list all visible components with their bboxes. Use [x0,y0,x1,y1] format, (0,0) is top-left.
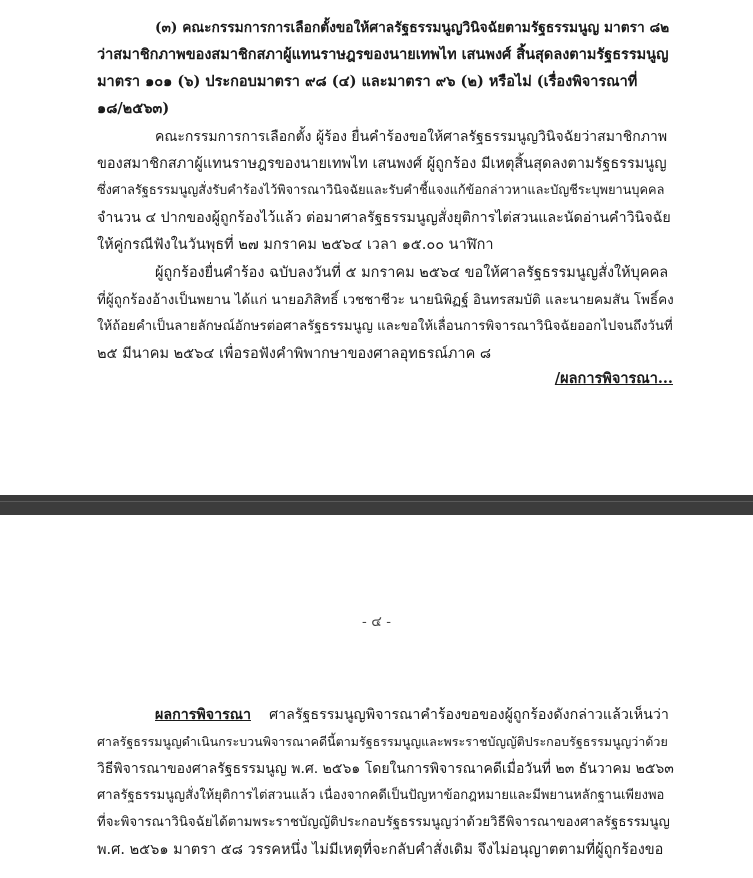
result-line: พ.ศ. ๒๕๖๑ มาตรา ๕๘ วรรคหนึ่ง ไม่มีเหตุที่จะกลับคำสั่งเดิม จึงไม่อนุญาตตามที่ผู้ถูกร้องขอ [97,842,664,858]
result-first-line [155,705,669,725]
heading-line: มาตรา ๑๐๑ (๖) ประกอบมาตรา ๙๘ (๔) และมาตรา ๙๖ (๒) หรือไม่ (เรื่องพิจารณาที่ [97,73,638,90]
paragraph-line: ซึ่งศาลรัฐธรรมนูญสั่งรับคำร้องไว้พิจารณาวินิจฉัยและรับคำชี้แจงแก้ข้อกล่าวหาและบัญชีระบุพยานบุคคล [97,183,665,198]
result-line: ศาลรัฐธรรมนูญสั่งให้ยุติการไต่สวนแล้ว เนื่องจากคดีเป็นปัญหาข้อกฎหมายและมีพยานหลักฐานเพียงพอ [97,788,665,803]
paragraph-line: ที่ผู้ถูกร้องอ้างเป็นพยาน ได้แก่ นายอภิสิทธิ์ เวชชาชีวะ นายนิพิฏฐ์ อินทรสมบัติ และนายคมสัน โพธิ์คง [97,292,674,308]
paragraph-line: ของสมาชิกสภาผู้แทนราษฎรของนายเทพไท เสนพงศ์ ผู้ถูกร้อง มีเหตุสิ้นสุดลงตามรัฐธรรมนูญ [97,156,667,172]
paragraph-line: ให้ถ้อยคำเป็นลายลักษณ์อักษรต่อศาลรัฐธรรมนูญ และขอให้เลื่อนการพิจารณาวินิจฉัยออกไปจนถึงวันที่ [97,319,673,334]
result-line: วิธีพิจารณาของศาลรัฐธรรมนูญ พ.ศ. ๒๕๖๑ โดยในการพิจารณาคดีเมื่อวันที่ ๒๓ ธันวาคม ๒๕๖๓ [97,761,674,777]
paragraph-line: ให้คู่กรณีฟังในวันพุธที่ ๒๗ มกราคม ๒๕๖๔ เวลา ๑๕.๐๐ นาฬิกา [97,237,494,253]
result-heading: ผลการพิจารณา [155,707,251,723]
page-number: - ๔ - [362,614,391,630]
result-line: ศาลรัฐธรรมนูญพิจารณาคำร้องขอของผู้ถูกร้องดังกล่าวแล้วเห็นว่า [269,707,669,723]
heading-line: ว่าสมาชิกภาพของสมาชิกสภาผู้แทนราษฎรของนายเทพไท เสนพงศ์ สิ้นสุดลงตามรัฐธรรมนูญ [97,46,669,63]
page-separator [0,495,753,515]
heading-line: ๑๘/๒๕๖๓) [97,100,170,117]
result-line: ที่จะพิจารณาวินิจฉัยได้ตามพระราชบัญญัติประกอบรัฐธรรมนูญว่าด้วยวิธีพิจารณาของศาลรัฐธรรมนูญ [97,815,670,830]
result-line: ศาลรัฐธรรมนูญดำเนินกระบวนพิจารณาคดีนี้ตามรัฐธรรมนูญและพระราชบัญญัติประกอบรัฐธรรมนูญว่าด้วย [97,734,668,749]
paragraph-line: จำนวน ๔ ปากของผู้ถูกร้องไว้แล้ว ต่อมาศาลรัฐธรรมนูญสั่งยุติการไต่สวนและนัดอ่านคำวินิจฉัย [97,210,671,226]
paragraph-line: คณะกรรมการการเลือกตั้ง ผู้ร้อง ยื่นคำร้องขอให้ศาลรัฐธรรมนูญวินิจฉัยว่าสมาชิกภาพ [155,129,668,145]
continuation-marker: /ผลการพิจารณา... [554,370,673,387]
heading-line: (๓) คณะกรรมการการเลือกตั้งขอให้ศาลรัฐธรรมนูญวินิจฉัยตามรัฐธรรมนูญ มาตรา ๘๒ [155,20,670,36]
paragraph-line: ๒๕ มีนาคม ๒๕๖๔ เพื่อรอฟังคำพิพากษาของศาลอุทธรณ์ภาค ๘ [97,346,492,362]
document-page-lower [0,515,753,878]
paragraph-line: ผู้ถูกร้องยื่นคำร้อง ฉบับลงวันที่ ๕ มกราคม ๒๕๖๔ ขอให้ศาลรัฐธรรมนูญสั่งให้บุคคล [155,265,669,281]
